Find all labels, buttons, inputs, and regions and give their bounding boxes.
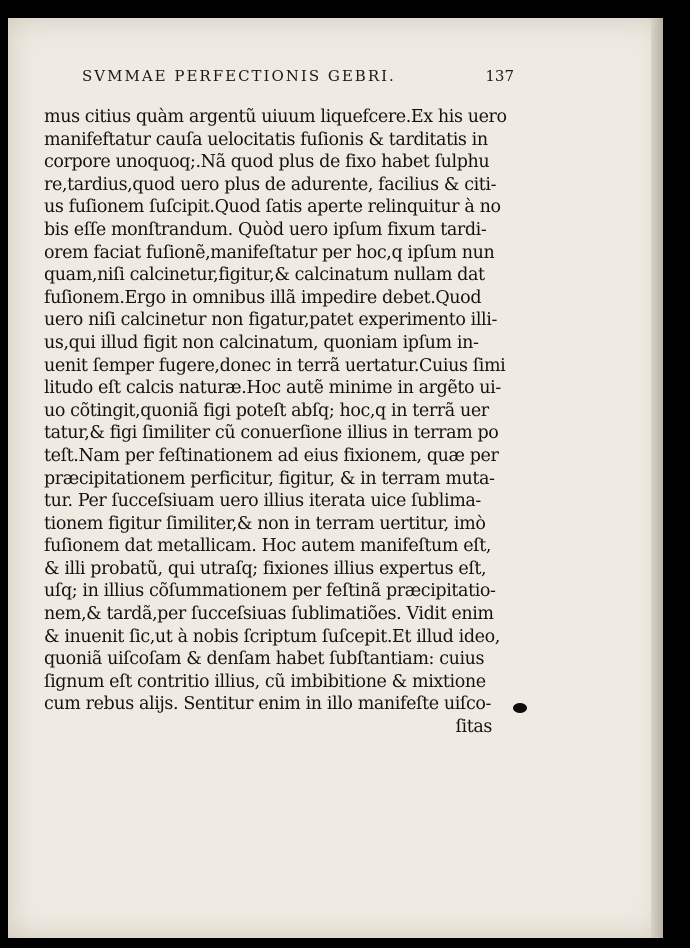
text-line: tatur,& figi ſimiliter cũ conuerſione illius in terram po [44,423,499,444]
text-line: teſt.Nam per feſtinationem ad eius fixionem, quæ per [44,445,499,466]
text-line: præcipitationem perficitur, figitur, & in terram muta- [44,468,495,489]
text-line: ſignum eſt contritio illius, cũ imbibitione & mixtione [44,671,486,692]
ink-blot [513,703,527,713]
text-line: & inuenit ſic,ut à nobis ſcriptum ſuſcepit.Et illud ideo, [44,626,500,647]
text-line: tionem figitur ſimiliter,& non in terram uertitur, imò [44,513,486,534]
text-line: uo cõtingit,quoniã figi poteſt abſq; hoc,q in terrã uer [44,400,489,421]
text-line: uero niſi calcinetur non figatur,patet experimento illi- [44,310,497,331]
running-head-title: SVMMAE PERFECTIONIS GEBRI. [82,67,396,85]
page-number: 137 [485,67,514,85]
body-text [44,106,514,739]
text-line: uenit ſemper fugere,donec in terrã uertatur.Cuius ſimi [44,355,506,376]
text-line: us fuſionem ſuſcipit.Quod ſatis aperte relinquitur à no [44,197,501,218]
text-line: mus citius quàm argentũ uiuum liquefcere.Ex his uero [44,107,507,127]
text-line: bis eſſe monſtrandum. Quòd uero ipſum fixum tardi- [44,219,487,240]
text-line: re,tardius,quod uero plus de adurente, facilius & citi- [44,174,497,195]
text-line: uſq; in illius cõſummationem per feſtinã præcipitatio- [44,581,496,602]
text-line: & illi probatũ, qui utraſq; fixiones illius expertus eſt, [44,558,487,579]
text-line: manifeftatur cauſa uelocitatis fuſionis & tarditatis in [44,129,488,150]
text-line: corpore unoquoq;.Nã quod plus de fixo habet ſulphu [44,152,490,173]
catchword: ſitas [455,717,492,738]
text-line: nem,& tardã,per ſucceſsiuas ſublimatiões. Vidit enim [44,604,494,625]
text-line: orem faciat fuſionẽ,manifeſtatur per hoc,q ipſum nun [44,242,495,263]
text-line: tur. Per ſucceſsiuam uero illius iterata uice ſublima- [44,491,481,512]
text-line: us,qui illud figit non calcinatum, quoniam ipſum in- [44,332,479,353]
text-line: quoniã uiſcoſam & denſam habet ſubſtantiam: cuius [44,649,485,670]
text-line: fuſionem.Ergo in omnibus illã impedire debet.Quod [44,287,482,308]
text-line: quam,niſi calcinetur,figitur,& calcinatum nullam dat [44,265,485,286]
text-line: litudo eſt calcis naturæ.Hoc autẽ minime in argẽto ui- [44,378,501,399]
text-line: fuſionem dat metallicam. Hoc autem manifeſtum eſt, [44,536,492,557]
text-line: cum rebus alijs. Sentitur enim in illo manifeſte uiſco- [44,694,492,715]
